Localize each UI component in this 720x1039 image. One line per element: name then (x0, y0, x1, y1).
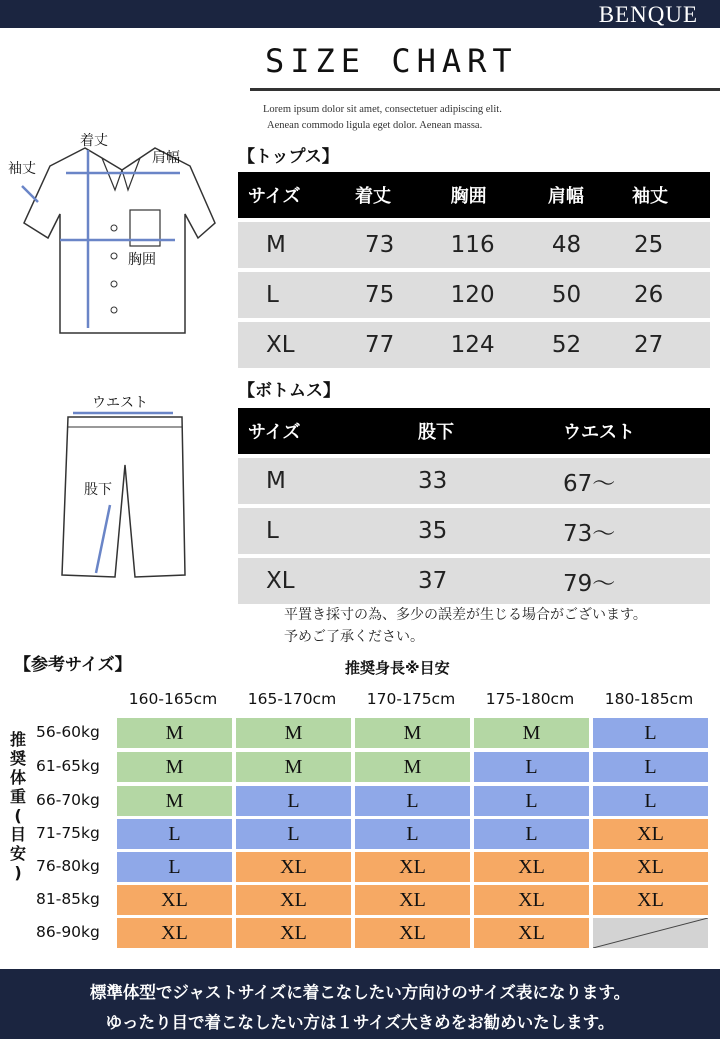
footer-line-2: ゆったり目で着こなしたい方は１サイズ大きめをお勧めいたします。 (105, 1013, 615, 1032)
size-cell: M (236, 752, 351, 782)
weight-row-header: 71-75kg (36, 824, 100, 842)
table-cell: 73 (341, 222, 445, 268)
table-header-row (238, 408, 710, 454)
size-cell: L (236, 819, 351, 849)
size-cell: XL (236, 852, 351, 882)
size-cell: L (117, 852, 232, 882)
size-cell: L (117, 819, 232, 849)
col-header-chest: 胸囲 (445, 172, 542, 218)
table-cell: 52 (542, 322, 624, 368)
size-cell: XL (593, 819, 708, 849)
table-row (238, 222, 710, 268)
size-cell: XL (474, 852, 589, 882)
weight-title-char: 体 (9, 768, 26, 787)
size-cell: M (355, 752, 470, 782)
weight-row-header: 86-90kg (36, 923, 100, 941)
table-cell: 33 (404, 458, 549, 504)
size-cell: L (474, 786, 589, 816)
table-cell: 25 (624, 222, 710, 268)
size-cell: L (355, 819, 470, 849)
table-cell: 79〜 (549, 558, 710, 604)
size-cell: XL (236, 918, 351, 948)
label-waist: ウエスト (92, 395, 148, 411)
size-cell: XL (593, 852, 708, 882)
label-shoulder: 肩幅 (152, 150, 180, 166)
weight-row-header: 76-80kg (36, 857, 100, 875)
page-title: SIZE CHART (265, 42, 518, 80)
reference-section-label: 【参考サイズ】 (14, 655, 132, 675)
tops-size-table (238, 172, 710, 368)
height-axis-title: 推奨身長※目安 (345, 659, 450, 677)
shirt-diagram (10, 128, 225, 338)
weight-axis-title (8, 730, 28, 882)
table-cell: 35 (404, 508, 549, 554)
size-cell: XL (474, 885, 589, 915)
table-cell: XL (238, 558, 404, 604)
col-header-inseam: 股下 (404, 408, 549, 454)
label-sleeve: 袖丈 (8, 161, 36, 177)
footer-line-1: 標準体型でジャストサイズに着こなしたい方向けのサイズ表になります。 (89, 983, 631, 1002)
table-cell: 48 (542, 222, 624, 268)
size-cell: M (355, 718, 470, 748)
size-cell: M (236, 718, 351, 748)
size-cell: L (474, 819, 589, 849)
size-cell: XL (355, 918, 470, 948)
tops-section-label: 【トップス】 (238, 147, 339, 167)
col-header-waist: ウエスト (549, 408, 710, 454)
measurement-note-1: 平置き採寸の為、多少の誤差が生じる場合がございます。 (284, 607, 647, 623)
size-cell: XL (355, 852, 470, 882)
weight-title-char: 奨 (9, 749, 26, 768)
col-header-size: サイズ (238, 172, 341, 218)
height-col-header: 180-185cm (604, 690, 694, 708)
lorem-line-2: Aenean commodo ligula eget dolor. Aenean massa. (267, 120, 483, 131)
footer-banner (0, 969, 720, 1039)
brand-logo: BENQUE (598, 2, 698, 27)
table-cell: 26 (624, 272, 710, 318)
weight-row-header: 61-65kg (36, 757, 100, 775)
pants-diagram (40, 405, 200, 583)
size-cell: XL (474, 918, 589, 948)
table-cell: 67〜 (549, 458, 710, 504)
measurement-note-2: 予めご了承ください。 (284, 629, 424, 645)
weight-row-header: 66-70kg (36, 791, 100, 809)
height-col-header: 160-165cm (128, 690, 218, 708)
table-cell: 120 (445, 272, 542, 318)
table-row (238, 458, 710, 504)
lorem-line-1: Lorem ipsum dolor sit amet, consectetuer adipiscing elit. (263, 104, 502, 115)
table-cell: M (238, 458, 404, 504)
size-cell: M (117, 786, 232, 816)
col-header-shoulder: 肩幅 (542, 172, 624, 218)
table-row (238, 508, 710, 554)
table-cell: L (238, 508, 404, 554)
size-cell: L (474, 752, 589, 782)
height-col-header: 170-175cm (366, 690, 456, 708)
header-bar (0, 0, 720, 28)
label-chest: 胸囲 (128, 252, 156, 268)
size-cell: M (117, 752, 232, 782)
bottoms-size-table (238, 408, 710, 604)
weight-title-char: ( (14, 806, 22, 825)
weight-title-char: 重 (9, 787, 26, 806)
size-cell: M (474, 718, 589, 748)
size-cell: XL (236, 885, 351, 915)
weight-title-char: 推 (9, 730, 26, 749)
table-cell: XL (238, 322, 341, 368)
table-row (238, 322, 710, 368)
table-cell: 50 (542, 272, 624, 318)
size-cell: XL (117, 885, 232, 915)
table-header-row (238, 172, 710, 218)
size-cell: M (117, 718, 232, 748)
height-col-header: 165-170cm (247, 690, 337, 708)
size-cell: L (593, 786, 708, 816)
table-cell: L (238, 272, 341, 318)
weight-title-char: 安 (9, 844, 26, 863)
table-row (238, 558, 710, 604)
size-cell: L (355, 786, 470, 816)
table-cell: 124 (445, 322, 542, 368)
col-header-size: サイズ (238, 408, 404, 454)
label-top-length: 着丈 (80, 133, 108, 149)
size-cell: XL (117, 918, 232, 948)
weight-row-header: 56-60kg (36, 723, 100, 741)
size-cell: L (593, 718, 708, 748)
col-header-sleeve: 袖丈 (624, 172, 710, 218)
size-cell: L (236, 786, 351, 816)
title-divider (250, 88, 720, 91)
table-cell: 75 (341, 272, 445, 318)
bottoms-section-label: 【ボトムス】 (238, 381, 340, 401)
table-cell: 27 (624, 322, 710, 368)
table-cell: 77 (341, 322, 445, 368)
table-cell: 73〜 (549, 508, 710, 554)
col-header-length: 着丈 (341, 172, 445, 218)
size-cell: XL (593, 885, 708, 915)
size-cell: XL (355, 885, 470, 915)
weight-row-header: 81-85kg (36, 890, 100, 908)
weight-title-char: ) (14, 863, 22, 882)
table-cell: M (238, 222, 341, 268)
size-cell-empty (593, 918, 708, 948)
size-cell: L (593, 752, 708, 782)
weight-title-char: 目 (9, 825, 26, 844)
table-cell: 116 (445, 222, 542, 268)
height-col-header: 175-180cm (485, 690, 575, 708)
table-row (238, 272, 710, 318)
table-cell: 37 (404, 558, 549, 604)
label-inseam: 股下 (84, 482, 112, 498)
